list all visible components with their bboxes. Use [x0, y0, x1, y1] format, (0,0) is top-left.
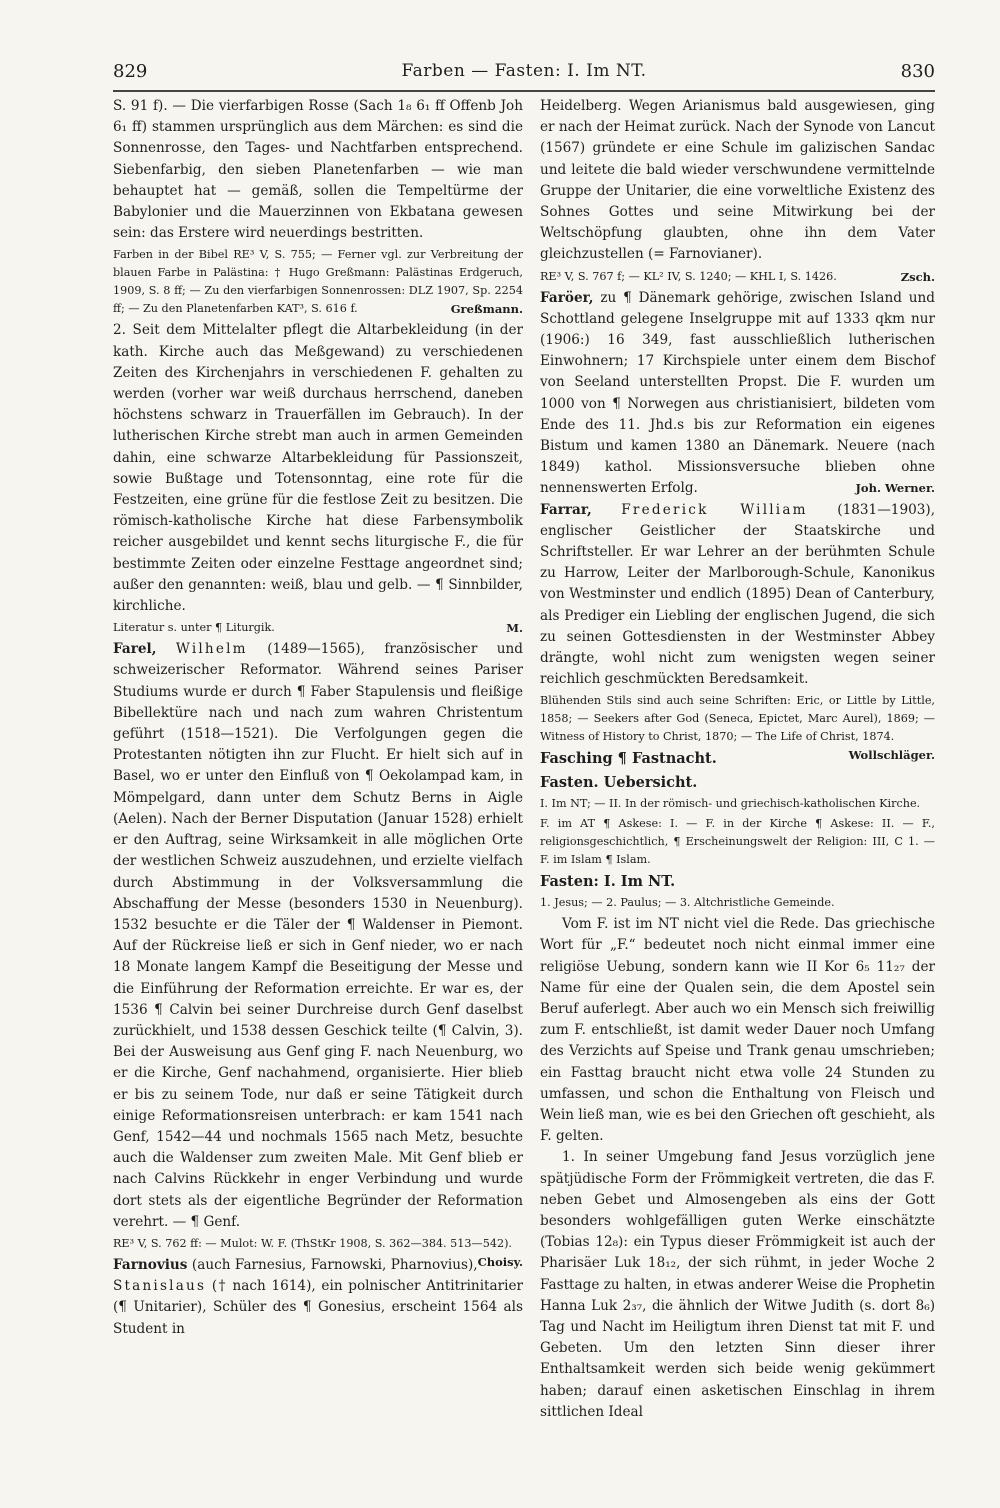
header-rule	[113, 90, 935, 92]
fasten-heading: Fasten. Uebersicht.	[540, 773, 698, 791]
farben-paragraph-2: 2. Seit dem Mittelalter pflegt die Altarbekleidung (in der kath. Kirche auch das Meßgewand) zu verschiedenen Zeiten des Kirchenjahrs in verschiedenen F. gehalten zu werden (vorher war weiß durchaus herrschend, daneben höchstens schwarz in Trauerfällen im Gebrauch). In der lutherischen Kirche strebt man auch in armen Gemeinden dahin, eine schwarze Altarbekleidung für Passionszeit, sowie Bußtage und Totensonntag, eine rote für die Festzeiten, eine grüne für die festlose Zeit zu besitzen. Die römisch-katholische Kirche hat diese Farbensymbolik reicher ausgebildet und kennt sechs liturgische F., die für bestimmte Zeiten oder einzelne Festtage angeordnet sind; außer den genannten: weiß, blau und gelb. — ¶ Sinnbilder, kirchliche.	[113, 322, 523, 615]
name-farrar: Frederick William	[621, 501, 808, 518]
left-column	[113, 96, 523, 1340]
lemma-farnovius: Farnovius	[113, 1256, 188, 1273]
author-signature: Greßmann.	[450, 302, 523, 317]
fasten-cross-references: F. im AT ¶ Askese: I. — F. in der Kirche ¶ Askese: II. — F., religionsgeschichtlich, ¶ Erscheinungswelt der Religion: III, C 1. — F. im Islam ¶ Islam.	[540, 816, 935, 866]
farrar-literature: Blühenden Stils sind auch seine Schriften: Eric, or Little by Little, 1858; — Seekers after God (Seneca, Epictet, Marc Aurel), 1869; — Witness of History to Christ, 1870; — The Life of Christ, 1874. Wollschläger.	[540, 694, 935, 763]
farben-literature-2: Literatur s. unter ¶ Liturgik. M.	[113, 621, 523, 636]
author-signature: M.	[506, 621, 523, 636]
author-signature: Joh. Werner.	[855, 481, 935, 496]
fasten-toc: I. Im NT; — II. In der römisch- und griechisch-katholischen Kirche.	[540, 796, 921, 810]
farel-entry: Farel, Wilhelm (1489—1565), französischer und schweizerischer Reformator. Während seines Pariser Studiums wurde er durch ¶ Faber Stapulensis und fleißige Bibellektüre nach und nach zum wahren Christentum geführt (1518—1521). Die Verfolgungen gegen die Protestanten nötigten ihn zur Flucht. Er hielt sich auf in Basel, wo er unter den Einfluß von ¶ Oekolampad kam, in Mömpelgard, dann unter dem Schutz Berns in Aigle (Aelen). Nach der Berner Disputation (Januar 1528) erhielt er den Auftrag, seine Wirksamkeit in alle möglichen Orte der westlichen Schweiz auszudehnen, und erzielte vielfach durch Abstimmung in der Volksversammlung die Abschaffung der Messe (besonders 1530 in Neuenburg). 1532 besuchte er die Täler der ¶ Waldenser in Piemont. Auf der Rückreise ließ er sich in Genf nieder, wo er nach 18 Monate langem Kampf die Beseitigung der Messe und die Einführung der Reformation erreichte. Er war es, der 1536 ¶ Calvin bei seiner Durchreise durch Genf daselbst zurückhielt, und 1538 dessen Geschick teilte (¶ Calvin, 3). Bei der Ausweisung aus Genf ging F. nach Neuenburg, wo er die Kirche, Genf nachahmend, organisierte. Hier blieb er bis zu seinem Tode, nur daß er seine Tätigkeit durch einige Reformationsreisen unterbrach: er kam 1541 nach Genf, 1542—44 und nochmals 1565 nach Metz, besuchte auch die Waldenser zum zweiten Male. Mit Genf blieb er nach Calvins Rückkehr in enger Verbindung und wurde dort stets als der eigentliche Begründer der Reformation verehrt. — ¶ Genf.	[113, 641, 523, 1230]
farel-literature: RE³ V, S. 762 ff: — Mulot: W. F. (ThStKr 1908, S. 362—384. 513—542). Choisy.	[113, 1236, 523, 1269]
lemma-farrar: Farrar,	[540, 501, 592, 518]
farben-paragraph-1: S. 91 f). — Die vierfarbigen Rosse (Sach 1₈ 6₁ ff Offenb Joh 6₁ ff) stammen ursprünglich aus dem Märchen: es sind die Sonnenrosse, den Tages- und Nachtfarben entsprechend. Siebenfarbig, den sieben Planetenfarben — wie man behauptet hat — gemäß, sollen die Tempeltürme der Babylonier und die Mauerzinnen von Ekbatana gewesen sein: das Erstere wird neuerdings bestritten.	[113, 98, 523, 242]
fasching-entry: Fasching ¶ Fastnacht.	[540, 750, 717, 768]
fasten-nt-paragraph-1: Vom F. ist im NT nicht viel die Rede. Das griechische Wort für „F.“ bedeutet noch nicht einmal immer eine religiöse Uebung, sondern kann wie II Kor 6₅ 11₂₇ der Name für eine der Qualen sein, die dem Apostel sein Beruf auferlegt. Aber auch wo ein Mensch sich freiwillig zum F. entschließt, ist damit weder Dauer noch Umfang des Verzichts auf Speise und Trank genau umschrieben; ein Fasttag braucht nicht etwa volle 24 Stunden zu umfassen, und schon die Enthaltung von Fleisch und Wein ließ man, wie es bei den Griechen oft geschieht, als F. gelten.	[540, 916, 935, 1145]
farnovius-literature: RE³ V, S. 767 f; — KL² IV, S. 1240; — KHL I, S. 1426. Zsch.	[540, 269, 935, 284]
author-signature: Choisy.	[477, 1254, 523, 1269]
page-number-left: 829	[113, 60, 148, 82]
faroer-entry: Faröer, zu ¶ Dänemark gehörige, zwischen Island und Schottland gelegene Inselgruppe mit auf 1333 qkm nur (1906:) 16 349, fast ausschließlich lutherischen Einwohnern; 17 Kirchspiele unter einem dem Bischof von Seeland unterstellten Propst. Die F. wurden um 1000 von ¶ Norwegen aus christianisiert, bildeten vom Ende des 11. Jhd.s bis zur Reformation ein eigenes Bistum und kamen 1380 an Dänemark. Neuere (nach 1849) kathol. Missionsversuche blieben ohne nennenswerten Erfolg. Joh. Werner.	[540, 288, 935, 500]
page-header	[113, 56, 935, 86]
farnovius-continued: Heidelberg. Wegen Arianismus bald ausgewiesen, ging er nach der Heimat zurück. Nach der Synode von Lancut (1567) gründete er eine Schule im galizischen Sandac und leitete die bald wieder verschwundene vermittelnde Gruppe der Unitarier, die eine vorweltliche Existenz des Sohnes Gottes und seine Mitwirkung bei der Weltschöpfung glaubten, ohne ihn dem Vater gleichzustellen (= Farnovianer).	[540, 98, 935, 263]
farben-literature: Farben in der Bibel RE³ V, S. 755; — Ferner vgl. zur Verbreitung der blauen Farbe in Palästina: † Hugo Greßmann: Palästinas Erdgeruch, 1909, S. 8 ff; — Zu den vierfarbigen Sonnenrossen: DLZ 1907, Sp. 2254 ff; — Zu den Planetenfarben KAT³, S. 616 f. Greßmann.	[113, 248, 523, 317]
author-signature: Wollschläger.	[848, 748, 935, 763]
name-farel: Wilhelm	[175, 641, 248, 658]
fasten-nt-heading: Fasten: I. Im NT.	[540, 872, 676, 890]
lemma-faroer: Faröer,	[540, 289, 594, 306]
fasten-nt-paragraph-2: 1. In seiner Umgebung fand Jesus vorzüglich jene spätjüdische Form der Frömmigkeit vertreten, die das F. neben Gebet und Almosengeben als eins der Gott besonders wohlgefälligen guten Werke einschätzte (Tobias 12₈): ein Typus dieser Frömmigkeit ist auch der Pharisäer Luk 18₁₂, der sich rühmt, in jeder Woche 2 Fasttage zu halten, in etwas anderer Weise die Prophetin Hanna Luk 2₃₇, die ähnlich der Witwe Judith (s. dort 8₆) Tag und Nacht im Heiligtum ihren Dienst tat mit F. und Gebeten. Um den letzten Sinn dieser ihrer Enthaltsamkeit werden sich beide wenig gekümmert haben; darauf einen asketischen Einschlag in ihrem sittlichen Ideal	[540, 1149, 935, 1420]
right-column	[540, 96, 935, 1423]
farrar-entry: Farrar, Frederick William (1831—1903), englischer Geistlicher der Staatskirche und Schriftsteller. Er war Lehrer an der berühmten Schule zu Harrow, Leiter der Marlborough-Schule, Kanonikus von Westminster und endlich (1895) Dean of Canterbury, als Prediger ein Liebling der englischen Jugend, die sich zu seinen Gottesdiensten in der Westminster Abbey drängte, wohl nicht zum wenigsten wegen seiner reichlich geschmückten Beredsamkeit.	[540, 501, 936, 688]
running-title: Farben — Fasten: I. Im NT.	[401, 61, 647, 81]
lemma-farel: Farel,	[113, 641, 157, 658]
farnovius-entry: Farnovius (auch Farnesius, Farnowski, Pharnovius), Stanislaus († nach 1614), ein polnischer Antitrinitarier (¶ Unitarier), Schüler des ¶ Gonesius, erscheint 1564 als Student in	[113, 1256, 523, 1337]
name-farnovius: Stanislaus	[113, 1278, 207, 1295]
author-signature: Zsch.	[900, 269, 935, 284]
page-number-right: 830	[900, 60, 935, 82]
fasten-nt-toc: 1. Jesus; — 2. Paulus; — 3. Altchristliche Gemeinde.	[540, 896, 835, 910]
